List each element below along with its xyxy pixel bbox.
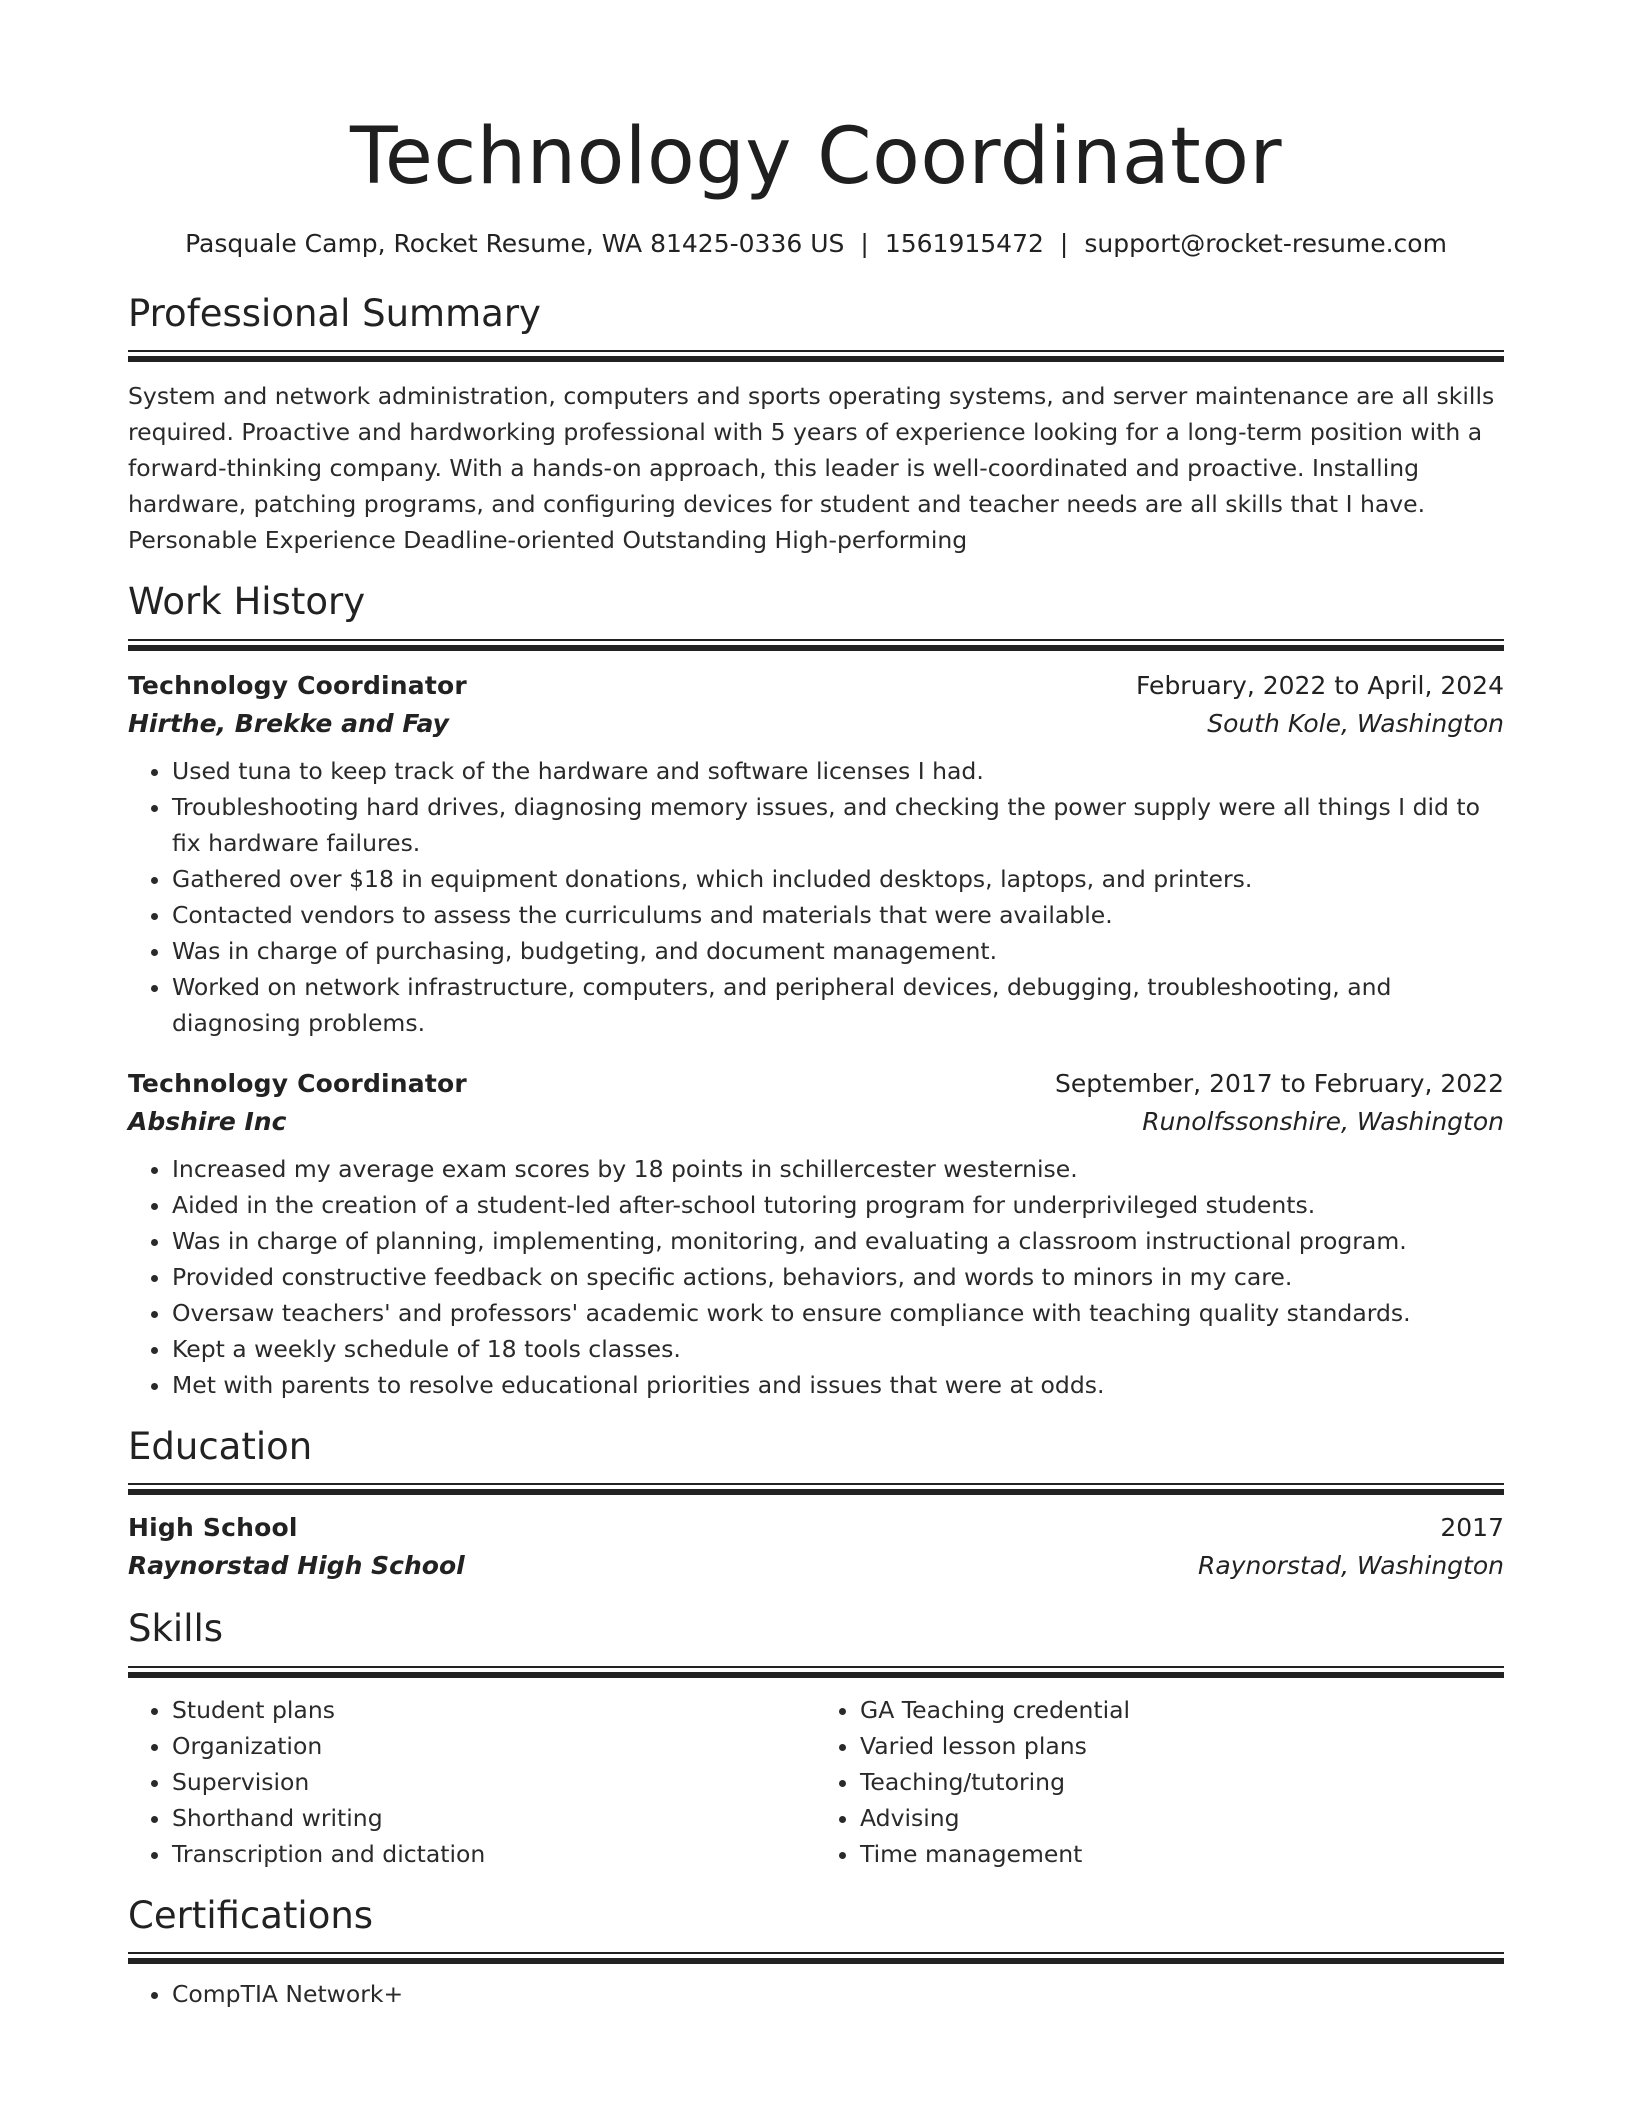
job-bullet: • Was in charge of planning, implementing, monitoring, and evaluating a classroom instructional program. (172, 1223, 1504, 1259)
job-bullets (128, 1151, 1504, 1403)
education-degree: High School (128, 1513, 298, 1543)
job-bullet: • Met with parents to resolve educational priorities and issues that were at odds. (172, 1367, 1504, 1403)
contact-line (128, 229, 1504, 259)
job-bullet: • Gathered over $18 in equipment donations, which included desktops, laptops, and printers. (172, 861, 1504, 897)
section-divider (128, 1952, 1504, 1964)
skill-item: • Varied lesson plans (860, 1728, 1504, 1764)
resume-name: Technology Coordinator (349, 112, 1283, 202)
job-bullet: • Provided constructive feedback on specific actions, behaviors, and words to minors in my care. (172, 1259, 1504, 1295)
job-bullet: • Kept a weekly schedule of 18 tools classes. (172, 1331, 1504, 1367)
education-school: Raynorstad High School (128, 1551, 465, 1581)
job-bullet: • Troubleshooting hard drives, diagnosing memory issues, and checking the power supply were all things I did to fix hardware failures. (172, 789, 1504, 861)
job-bullet: • Was in charge of purchasing, budgeting, and document management. (172, 933, 1504, 969)
job-company: Hirthe, Brekke and Fay (128, 708, 449, 738)
job-bullet: • Increased my average exam scores by 18 points in schillercester westernise. (172, 1151, 1504, 1187)
job-entry (128, 1065, 1504, 1403)
skill-item: • Teaching/tutoring (860, 1764, 1504, 1800)
contact-separator: | (1059, 229, 1069, 258)
summary-section (128, 292, 1504, 558)
section-divider (128, 1483, 1504, 1495)
skill-item: • Student plans (172, 1692, 816, 1728)
education-location: Raynorstad, Washington (1198, 1551, 1504, 1581)
summary-text: System and network administration, computers and sports operating systems, and server maintenance are all skills required. Proactive and hardworking professional with 5 years of experience looking for a long-term position with a forward-thinking company. With a hands-on approach, this leader is well-coordinated and proactive. Installing hardware, patching programs, and configuring devices for student and teacher needs are all skills that I have. Personable Experience Deadline-oriented Outstanding High-performing (128, 382, 1495, 555)
contact-address: Pasquale Camp, Rocket Resume, WA 81425-0336 US (185, 229, 845, 258)
job-subheader (128, 1103, 1504, 1141)
education-section (128, 1425, 1504, 1585)
skills-column-right (816, 1692, 1504, 1872)
job-title: Technology Coordinator (128, 1068, 467, 1098)
skill-item: • Supervision (172, 1764, 816, 1800)
education-header (128, 1509, 1504, 1547)
job-dates: September, 2017 to February, 2022 (1055, 1068, 1504, 1098)
education-entry (128, 1509, 1504, 1585)
job-dates: February, 2022 to April, 2024 (1136, 670, 1504, 700)
skills-section (128, 1607, 1504, 1871)
section-title-education: Education (128, 1424, 313, 1468)
skill-item: • GA Teaching credential (860, 1692, 1504, 1728)
job-bullet: • Oversaw teachers' and professors' academic work to ensure compliance with teaching quality standards. (172, 1295, 1504, 1331)
certification-item: • CompTIA Network+ (172, 1976, 1504, 2012)
section-title-skills: Skills (128, 1607, 224, 1651)
job-header (128, 1065, 1504, 1103)
certifications-section (128, 1894, 1504, 2012)
job-bullet: • Worked on network infrastructure, computers, and peripheral devices, debugging, troubleshooting, and diagnosing problems. (172, 969, 1504, 1041)
job-subheader (128, 705, 1504, 743)
job-entry (128, 667, 1504, 1041)
contact-separator: | (860, 229, 869, 258)
section-title-summary: Professional Summary (128, 292, 541, 335)
job-title: Technology Coordinator (128, 670, 467, 700)
section-divider (128, 639, 1504, 651)
job-location: South Kole, Washington (1207, 708, 1504, 738)
job-bullet: • Aided in the creation of a student-led after-school tutoring program for underprivileged students. (172, 1187, 1504, 1223)
section-title-certifications: Certifications (128, 1893, 374, 1937)
education-year: 2017 (1440, 1513, 1504, 1543)
job-bullet: • Contacted vendors to assess the curriculums and materials that were available. (172, 897, 1504, 933)
job-header (128, 667, 1504, 705)
skill-item: • Time management (860, 1836, 1504, 1872)
skill-item: • Shorthand writing (172, 1800, 816, 1836)
section-title-work: Work History (128, 580, 366, 624)
contact-phone: 1561915472 (884, 229, 1044, 258)
job-company: Abshire Inc (128, 1106, 287, 1136)
skills-column-left (128, 1692, 816, 1872)
skill-item: • Transcription and dictation (172, 1836, 816, 1872)
job-bullet: • Used tuna to keep track of the hardware and software licenses I had. (172, 753, 1504, 789)
section-divider (128, 350, 1504, 362)
contact-email: support@rocket-resume.com (1084, 229, 1447, 258)
certifications-list (128, 1976, 1504, 2012)
skills-grid (128, 1692, 1504, 1872)
section-divider (128, 1666, 1504, 1678)
skill-item: • Advising (860, 1800, 1504, 1836)
education-subheader (128, 1547, 1504, 1585)
job-bullets (128, 753, 1504, 1041)
skill-item: • Organization (172, 1728, 816, 1764)
work-section (128, 580, 1504, 1402)
job-location: Runolfssonshire, Washington (1142, 1106, 1504, 1136)
